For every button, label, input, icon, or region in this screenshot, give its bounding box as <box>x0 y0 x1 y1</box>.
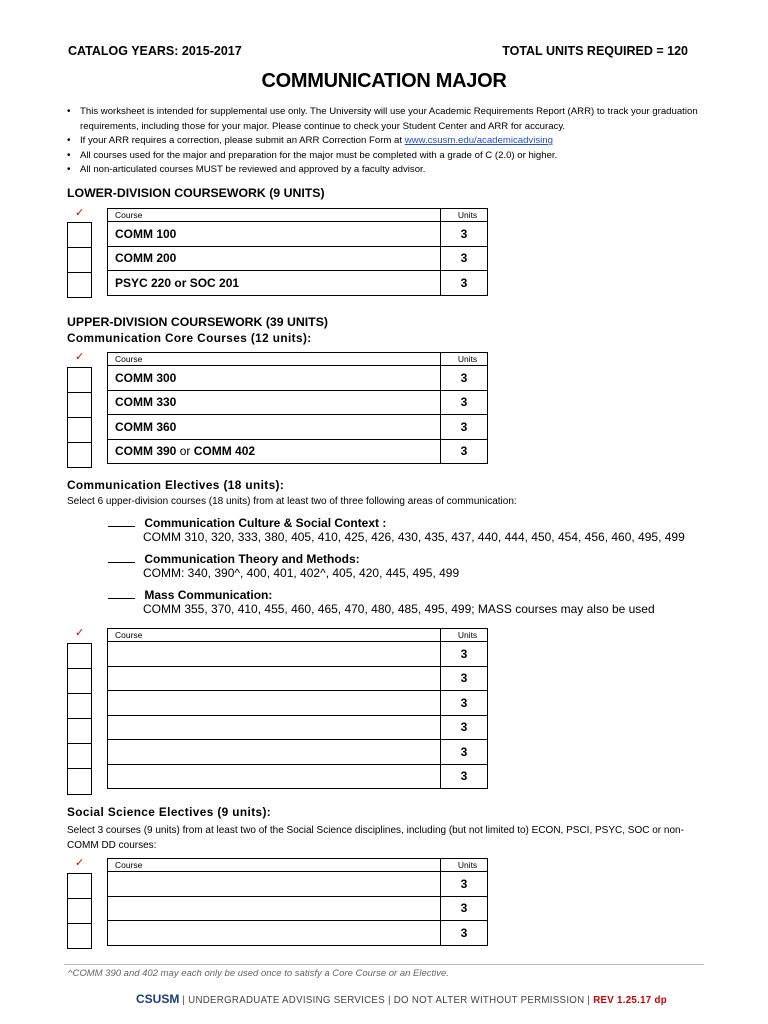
col-course: Course <box>108 209 441 222</box>
csusm-logo: CSUSM <box>136 992 180 1006</box>
area-blank[interactable] <box>108 598 135 599</box>
elective-areas <box>108 516 685 624</box>
table-row <box>108 666 488 691</box>
note-item: • All courses used for the major and preparation for the major must be completed with a grade of C (2.0) or higher. <box>64 149 724 164</box>
footnote-divider <box>64 964 704 965</box>
check-icon: ✓ <box>75 857 85 869</box>
units-value: 3 <box>441 872 488 897</box>
table-row <box>108 246 488 271</box>
units-value: 3 <box>441 366 488 391</box>
note-item: • If your ARR requires a correction, please submit an ARR Correction Form at www.csusm.edu/academicadvising <box>64 134 724 149</box>
electives-title: Communication Electives (18 units): <box>67 478 285 492</box>
course-field[interactable] <box>108 666 441 691</box>
table-row <box>108 872 488 897</box>
units-value: 3 <box>441 715 488 740</box>
units-value: 3 <box>441 271 488 296</box>
checkbox[interactable] <box>68 443 91 467</box>
area-blank[interactable] <box>108 562 135 563</box>
col-course: Course <box>108 353 441 366</box>
table-row <box>108 415 488 440</box>
course-field[interactable]: COMM 390 or COMM 402 <box>108 439 441 464</box>
area-name: Communication Theory and Methods: <box>144 552 360 566</box>
checkbox[interactable] <box>68 223 91 248</box>
course-field[interactable] <box>108 715 441 740</box>
check-icon: ✓ <box>75 351 85 363</box>
social-science-table <box>107 858 488 946</box>
electives-table <box>107 628 488 789</box>
area-courses: COMM 310, 320, 333, 380, 405, 410, 425, 426, 430, 435, 437, 440, 444, 450, 454, 456, 460, 495, 499 <box>143 530 685 544</box>
core-checkboxes <box>67 367 92 468</box>
table-row <box>108 271 488 296</box>
check-icon: ✓ <box>75 207 85 219</box>
checkbox[interactable] <box>68 644 91 669</box>
area-courses: COMM: 340, 390^, 400, 401, 402^, 405, 420, 445, 495, 499 <box>143 566 460 580</box>
units-value: 3 <box>441 691 488 716</box>
core-courses-title: Communication Core Courses (12 units): <box>67 331 312 345</box>
electives-instruction: Select 6 upper-division courses (18 units) from at least two of three following areas of communication: <box>67 496 517 507</box>
table-row <box>108 366 488 391</box>
elective-checkboxes <box>67 643 92 795</box>
lower-division-title: LOWER-DIVISION COURSEWORK (9 UNITS) <box>67 186 325 200</box>
units-value: 3 <box>441 764 488 789</box>
checkbox[interactable] <box>68 418 91 443</box>
units-value: 3 <box>441 896 488 921</box>
checkbox[interactable] <box>68 248 91 273</box>
catalog-years: CATALOG YEARS: 2015-2017 <box>68 44 242 58</box>
area-item <box>108 516 685 552</box>
course-field[interactable] <box>108 921 441 946</box>
units-value: 3 <box>441 415 488 440</box>
note-item: • This worksheet is intended for supplemental use only. The University will use your Academic Requirements Report (ARR) to track your graduation requirements, including those for your major. Please continue to check your Student Center and ARR for accuracy. <box>64 105 724 134</box>
revision-label: REV 1.25.17 dp <box>593 995 667 1006</box>
notes-list <box>64 105 724 178</box>
upper-division-title: UPPER-DIVISION COURSEWORK (39 UNITS) <box>67 315 328 329</box>
col-units: Units <box>441 859 488 872</box>
area-courses: COMM 355, 370, 410, 455, 460, 465, 470, 480, 485, 495, 499; MASS courses may also be used <box>143 602 655 616</box>
course-field[interactable] <box>108 764 441 789</box>
units-value: 3 <box>441 246 488 271</box>
course-field[interactable]: PSYC 220 or SOC 201 <box>108 271 441 296</box>
area-item <box>108 552 685 588</box>
table-row <box>108 642 488 667</box>
social-science-instruction: Select 3 courses (9 units) from at least two of the Social Science disciplines, including (but not limited to) ECON, PSCI, PSYC, SOC or non-COMM DD courses: <box>67 825 684 851</box>
lower-checkboxes <box>67 222 92 298</box>
page-footer <box>136 992 667 1006</box>
course-field[interactable] <box>108 691 441 716</box>
col-units: Units <box>441 209 488 222</box>
social-science-title: Social Science Electives (9 units): <box>67 805 272 819</box>
social-checkboxes <box>67 873 92 949</box>
checkbox[interactable] <box>68 694 91 719</box>
col-units: Units <box>441 353 488 366</box>
total-units: TOTAL UNITS REQUIRED = 120 <box>502 44 688 58</box>
checkbox[interactable] <box>68 368 91 393</box>
checkbox[interactable] <box>68 874 91 899</box>
area-name: Communication Culture & Social Context : <box>144 516 387 530</box>
table-row <box>108 715 488 740</box>
units-value: 3 <box>441 390 488 415</box>
units-value: 3 <box>441 740 488 765</box>
checkbox[interactable] <box>68 899 91 924</box>
area-item <box>108 588 685 624</box>
course-field[interactable] <box>108 896 441 921</box>
checkbox[interactable] <box>68 393 91 418</box>
table-row <box>108 222 488 247</box>
area-name: Mass Communication: <box>144 588 273 602</box>
table-row <box>108 439 488 464</box>
course-field[interactable] <box>108 872 441 897</box>
page-title: COMMUNICATION MAJOR <box>261 70 507 92</box>
checkbox[interactable] <box>68 719 91 744</box>
units-value: 3 <box>441 666 488 691</box>
units-value: 3 <box>441 222 488 247</box>
table-row <box>108 691 488 716</box>
footnote: ^COMM 390 and 402 may each only be used once to satisfy a Core Course or an Elective. <box>68 968 449 979</box>
academic-advising-link[interactable]: www.csusm.edu/academicadvising <box>404 135 553 147</box>
note-item: • All non-articulated courses MUST be reviewed and approved by a faculty advisor. <box>64 163 724 178</box>
course-field[interactable]: COMM 300 <box>108 366 441 391</box>
course-field[interactable]: COMM 360 <box>108 415 441 440</box>
table-row <box>108 896 488 921</box>
core-courses-table <box>107 352 488 464</box>
lower-division-table <box>107 208 488 296</box>
checkbox[interactable] <box>68 669 91 694</box>
col-course: Course <box>108 859 441 872</box>
course-field[interactable]: COMM 330 <box>108 390 441 415</box>
checkbox[interactable] <box>68 769 91 793</box>
col-course: Course <box>108 629 441 642</box>
units-value: 3 <box>441 439 488 464</box>
checkbox[interactable] <box>68 744 91 769</box>
table-row <box>108 921 488 946</box>
course-field[interactable]: COMM 100 <box>108 222 441 247</box>
area-blank[interactable] <box>108 526 135 527</box>
course-field[interactable] <box>108 642 441 667</box>
table-row <box>108 764 488 789</box>
col-units: Units <box>441 629 488 642</box>
footer-text: | UNDERGRADUATE ADVISING SERVICES | DO NOT ALTER WITHOUT PERMISSION | <box>179 995 594 1006</box>
table-row <box>108 740 488 765</box>
check-icon: ✓ <box>75 627 85 639</box>
table-row <box>108 390 488 415</box>
units-value: 3 <box>441 642 488 667</box>
course-field[interactable]: COMM 200 <box>108 246 441 271</box>
units-value: 3 <box>441 921 488 946</box>
course-field[interactable] <box>108 740 441 765</box>
checkbox[interactable] <box>68 924 91 948</box>
checkbox[interactable] <box>68 273 91 297</box>
